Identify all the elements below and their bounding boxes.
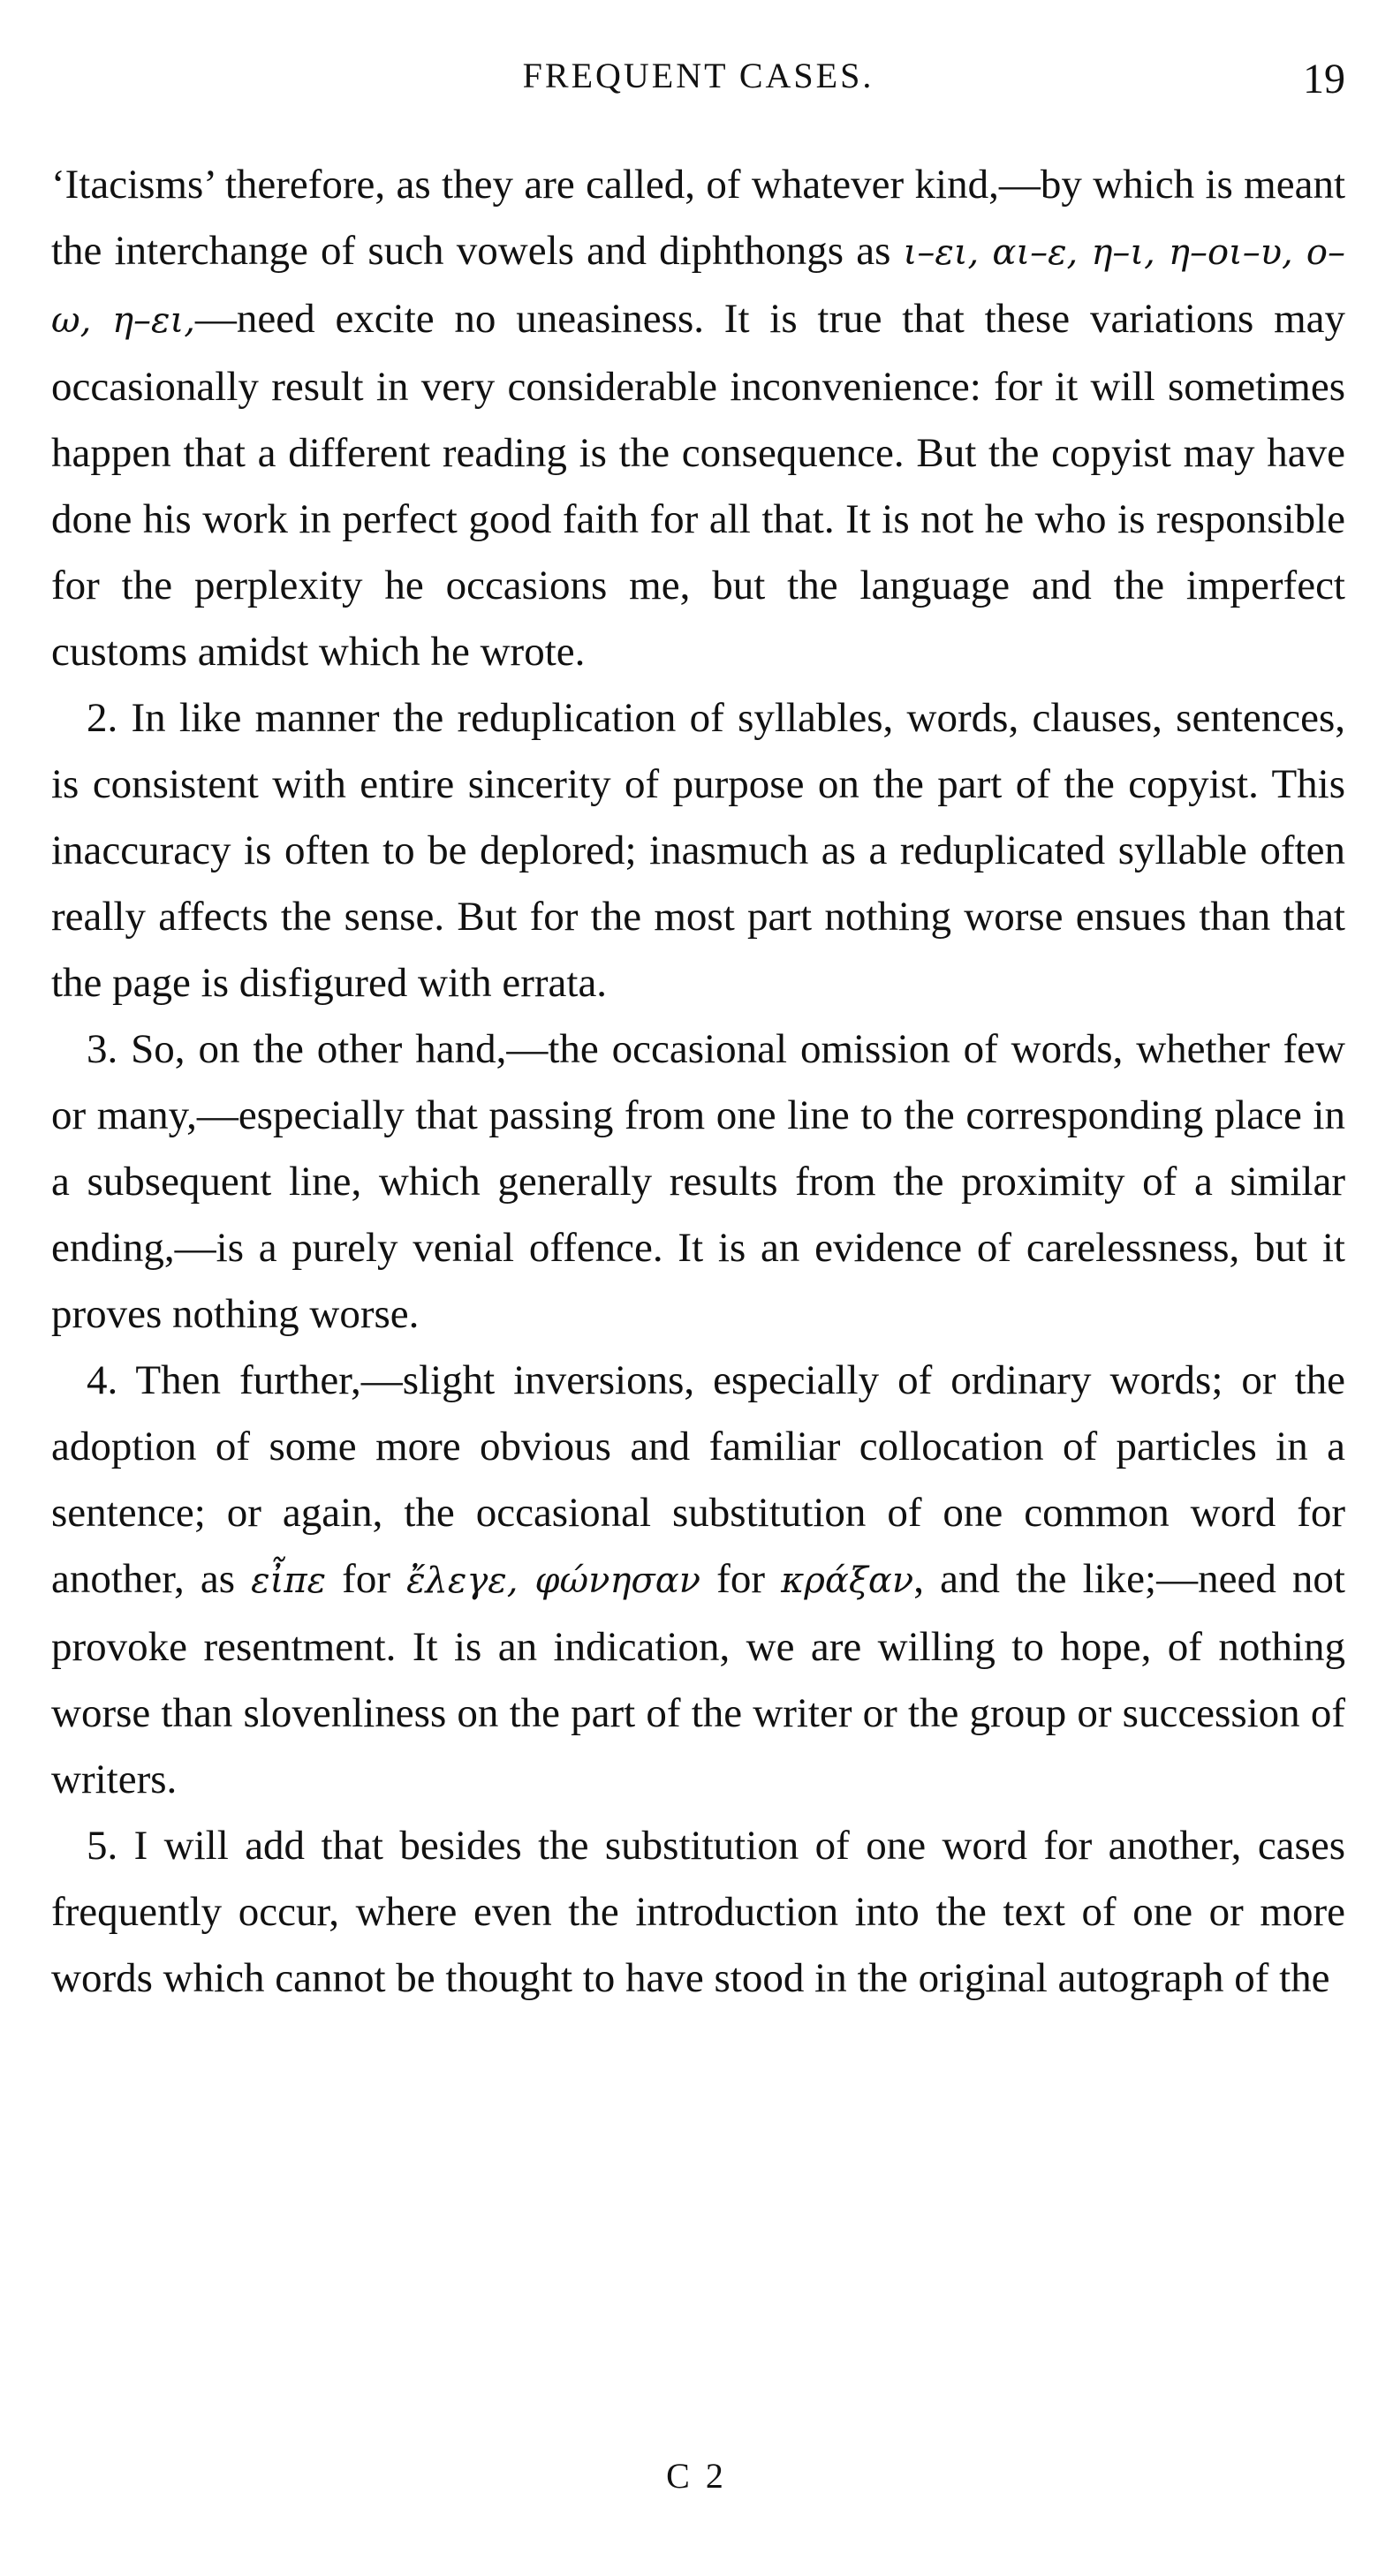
page-number: 19 [1303,56,1345,102]
greek-word: ἔλεγε, φώνησαν [406,1560,701,1601]
greek-vowel-pairs: ι–ει, αι–ε, η–ι, η–οι–υ, ο–ω, η–ει, [51,232,1345,341]
paragraph-text: , and the like;—need not provoke resentment. It is an indication, we are willing to hope, of nothing worse than slovenliness on the part of the writer or the group or succession of writers. [51,1556,1345,1802]
paragraph-text: for [700,1556,782,1602]
paragraph-omission: 3. So, on the other hand,—the occasional omission of words, whether few or many,—especially that passing from one line to the corresponding place in a subsequent line, which generally results from the proximity of a similar ending,—is a purely venial offence. It is an evidence of carelessness, but it proves nothing worse. [51,1026,1345,1337]
signature-mark: C 2 [666,2456,727,2496]
paragraph-substitution: 5. I will add that besides the substitution of one word for another, cases frequently occur, where even the introduction into the text of one or more words which cannot be thought to have stood in the original autograph of the [51,1823,1345,2001]
paragraph-text: ‘Itacisms’ therefore, as they are called, of whatever kind,—by which is meant the interchange of such vowels and diphthongs as [51,162,1345,274]
paragraph-text: for [326,1556,407,1602]
greek-word: κράξαν [781,1560,914,1601]
running-head [51,55,1345,117]
body-text [51,152,1345,2012]
paragraph-reduplication: 2. In like manner the reduplication of syllables, words, clauses, sentences, is consistent with entire sincerity of purpose on the part of the copyist. This inaccuracy is often to be deplored; inasmuch as a reduplicated syllable often really affects the sense. But for the most part nothing worse ensues than that the page is disfigured with errata. [51,695,1345,1006]
greek-word: εἶπε [251,1560,327,1601]
paragraph-inversions [51,1348,1345,1813]
paragraph-text: 4. Then further,—slight inversions, especially of ordinary words; or the adoption of some more obvious and familiar collocation of particles in a sentence; or again, the occasional substitution of one common word for another, as [51,1357,1345,1602]
running-title: FREQUENT CASES. [522,56,874,95]
paragraph-itacisms [51,152,1345,685]
paragraph-text: —need excite no uneasiness. It is true that these variations may occasionally result in very considerable inconvenience: for it will sometimes happen that a different reading is the consequence. But the copyist may have done his work in perfect good faith for all that. It is not he who is responsible for the perplexity he occasions me, but the language and the imperfect customs amidst which he wrote. [51,296,1345,675]
